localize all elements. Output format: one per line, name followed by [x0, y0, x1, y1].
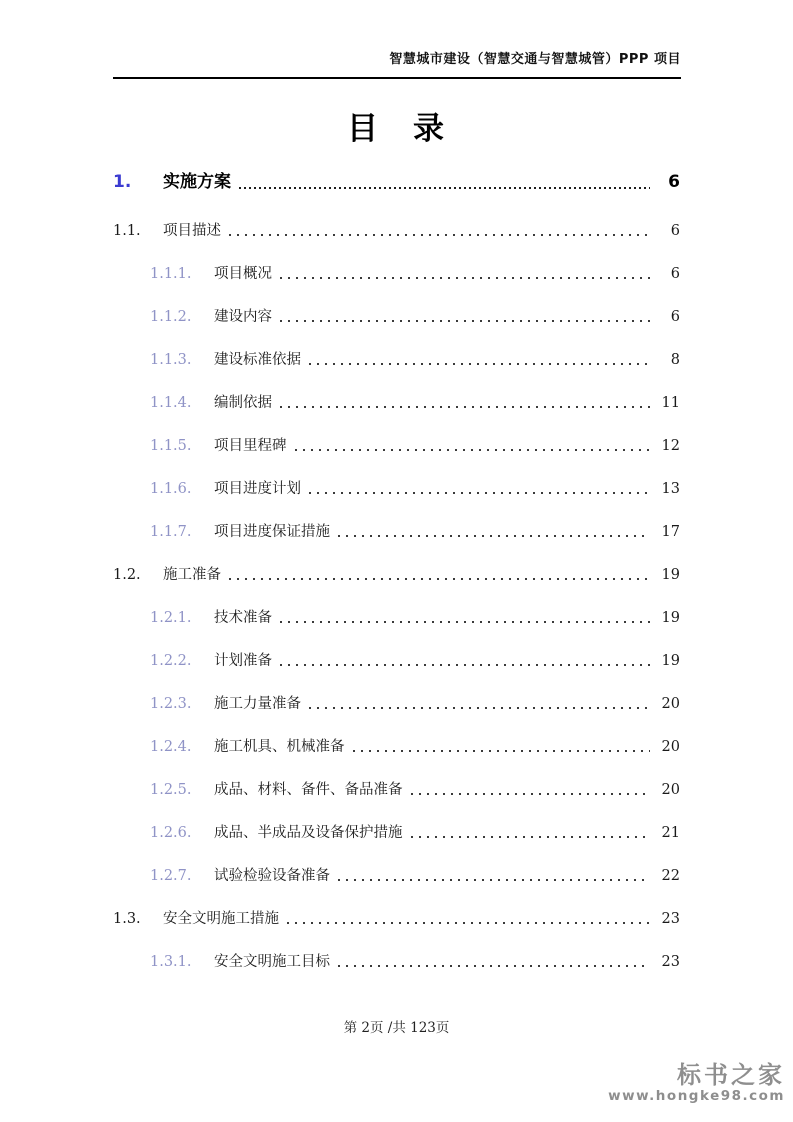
toc-entry-number: 1.	[113, 172, 132, 192]
toc-entry[interactable]	[150, 350, 680, 370]
toc-entry-page: 21	[661, 825, 680, 841]
toc-entry-label: 编制依据	[214, 395, 272, 411]
toc-entry-label: 项目概况	[214, 266, 272, 282]
toc-entry[interactable]	[150, 952, 680, 972]
toc-entry-number: 1.2.	[113, 567, 141, 583]
toc-entry-number: 1.2.3.	[150, 696, 192, 712]
toc-entry-page: 22	[661, 868, 680, 884]
toc-dot-leader	[338, 879, 650, 881]
toc-entry-label: 施工准备	[163, 567, 221, 583]
toc-dot-leader	[309, 363, 650, 365]
toc-entry-number: 1.2.1.	[150, 610, 192, 626]
toc-entry[interactable]	[150, 264, 680, 284]
toc-entry-page: 11	[661, 395, 680, 411]
toc-entry-page: 8	[670, 352, 680, 368]
toc-entry[interactable]	[113, 565, 680, 585]
toc-entry-label: 项目描述	[163, 223, 221, 239]
toc-entry-page: 23	[661, 911, 680, 927]
toc-entry[interactable]	[150, 694, 680, 714]
toc-entry-number: 1.1.7.	[150, 524, 192, 540]
toc-entry-page: 6	[668, 172, 680, 192]
toc-entry[interactable]	[113, 909, 680, 929]
toc-entry-label: 安全文明施工措施	[163, 911, 279, 927]
toc-entry-number: 1.2.6.	[150, 825, 192, 841]
toc-dot-leader	[229, 234, 650, 236]
toc-entry-number: 1.1.	[113, 223, 141, 239]
toc-entry-page: 19	[661, 610, 680, 626]
toc-entry-page: 23	[661, 954, 680, 970]
toc-dot-leader	[280, 406, 650, 408]
toc-entry[interactable]	[150, 436, 680, 456]
toc-entry-number: 1.1.3.	[150, 352, 192, 368]
toc-dot-leader	[229, 578, 650, 580]
toc-entry[interactable]	[150, 866, 680, 886]
toc-entry-page: 19	[661, 653, 680, 669]
toc-entry[interactable]	[150, 651, 680, 671]
toc-entry-label: 安全文明施工目标	[214, 954, 330, 970]
toc-entry-page: 6	[670, 223, 680, 239]
toc-entry-label: 建设标准依据	[214, 352, 301, 368]
toc-entry-number: 1.1.6.	[150, 481, 192, 497]
toc-dot-leader	[309, 707, 650, 709]
toc-page-title: 目 录	[347, 111, 446, 147]
toc-entry-page: 12	[661, 438, 680, 454]
toc-entry[interactable]	[150, 608, 680, 628]
toc-entry-page: 6	[670, 309, 680, 325]
header-project-title: 智慧城市建设（智慧交通与智慧城管）PPP 项目	[389, 52, 681, 67]
toc-dot-leader	[411, 793, 651, 795]
toc-dot-leader	[280, 664, 650, 666]
toc-dot-leader	[280, 277, 650, 279]
watermark	[608, 1062, 785, 1105]
toc-entry[interactable]	[113, 171, 680, 193]
page-header	[113, 48, 681, 79]
toc-entry-label: 成品、材料、备件、备品准备	[214, 782, 403, 798]
toc-entry-number: 1.1.1.	[150, 266, 192, 282]
toc-entry-number: 1.2.2.	[150, 653, 192, 669]
toc-entry[interactable]	[150, 307, 680, 327]
toc-entry-number: 1.3.1.	[150, 954, 192, 970]
toc-entry-label: 项目进度保证措施	[214, 524, 330, 540]
toc-entry-page: 20	[661, 782, 680, 798]
toc-entry-number: 1.2.4.	[150, 739, 192, 755]
watermark-url: www.hongke98.com	[608, 1088, 785, 1104]
toc-entry-page: 20	[661, 696, 680, 712]
toc-entry-page: 13	[661, 481, 680, 497]
toc-entry-label: 成品、半成品及设备保护措施	[214, 825, 403, 841]
toc-dot-leader	[239, 187, 650, 189]
toc-entry[interactable]	[150, 780, 680, 800]
toc-dot-leader	[411, 836, 651, 838]
toc-entry[interactable]	[150, 479, 680, 499]
toc-entry-number: 1.1.5.	[150, 438, 192, 454]
toc-entry[interactable]	[150, 737, 680, 757]
toc-entry-label: 施工力量准备	[214, 696, 301, 712]
toc-entry[interactable]	[150, 522, 680, 542]
toc-entry-number: 1.2.5.	[150, 782, 192, 798]
toc-entry-number: 1.3.	[113, 911, 141, 927]
header-divider	[113, 77, 681, 79]
toc-entry-page: 19	[661, 567, 680, 583]
toc-dot-leader	[338, 965, 650, 967]
toc-entry-label: 实施方案	[163, 172, 231, 192]
watermark-brand: 标书之家	[677, 1061, 785, 1089]
toc-dot-leader	[353, 750, 651, 752]
toc-entry-label: 试验检验设备准备	[214, 868, 330, 884]
page-number-indicator: 第 2页 /共 123页	[343, 1020, 450, 1036]
toc-dot-leader	[280, 621, 650, 623]
toc-dot-leader	[280, 320, 650, 322]
toc-entry-page: 6	[670, 266, 680, 282]
toc-entry-number: 1.1.4.	[150, 395, 192, 411]
toc-entry-label: 项目里程碑	[214, 438, 287, 454]
toc-entry-number: 1.2.7.	[150, 868, 192, 884]
toc-entry[interactable]	[150, 823, 680, 843]
toc-entry-label: 项目进度计划	[214, 481, 301, 497]
toc-dot-leader	[338, 535, 650, 537]
toc-dot-leader	[309, 492, 650, 494]
toc-entry-label: 技术准备	[214, 610, 272, 626]
toc-list	[113, 171, 680, 995]
toc-entry-label: 计划准备	[214, 653, 272, 669]
toc-entry-label: 施工机具、机械准备	[214, 739, 345, 755]
toc-entry-label: 建设内容	[214, 309, 272, 325]
toc-entry-page: 17	[661, 524, 680, 540]
toc-entry-page: 20	[661, 739, 680, 755]
toc-dot-leader	[287, 922, 650, 924]
toc-entry[interactable]	[113, 221, 680, 241]
toc-entry[interactable]	[150, 393, 680, 413]
toc-entry-number: 1.1.2.	[150, 309, 192, 325]
toc-dot-leader	[295, 449, 651, 451]
